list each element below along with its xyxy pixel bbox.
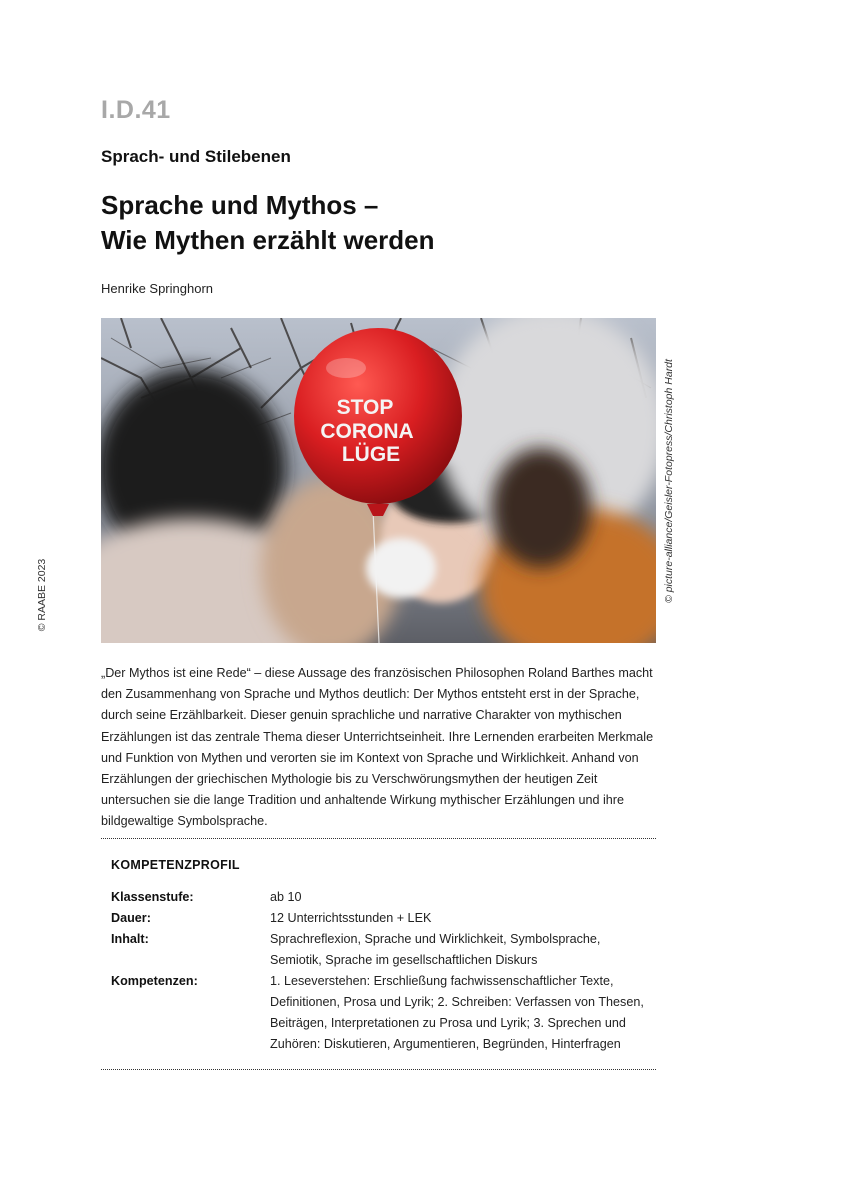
intro-paragraph xyxy=(101,663,661,833)
balloon-text-1: STOP xyxy=(336,396,394,419)
unit-code: I.D.41 xyxy=(101,96,171,124)
kp-row-inhalt xyxy=(111,929,651,971)
kp-value: Sprachreflexion, Sprache und Wirklichkeit, Symbolsprache, Semiotik, Sprache im gesellschaftlichen Diskurs xyxy=(270,932,601,967)
divider-bottom xyxy=(101,1069,656,1070)
kp-value: 12 Unterrichtsstunden + LEK xyxy=(270,911,432,925)
kp-row-dauer xyxy=(111,908,651,929)
title-line-2: Wie Mythen erzählt werden xyxy=(101,225,435,255)
kp-row-kompetenzen xyxy=(111,971,651,1055)
kompetenzprofil-table xyxy=(111,887,651,1055)
copyright-text: © RAABE 2023 xyxy=(36,558,48,632)
kp-label: Kompetenzen: xyxy=(111,974,198,988)
photo-credit-text: © picture-alliance/Geisler-Fotopress/Christoph Hardt xyxy=(663,358,675,603)
divider-top xyxy=(101,838,656,839)
balloon-text-3: LÜGE xyxy=(341,443,401,466)
kp-label: Inhalt: xyxy=(111,932,149,946)
category-heading: Sprach- und Stilebenen xyxy=(101,147,291,166)
kp-value: ab 10 xyxy=(270,890,302,904)
photo-credit xyxy=(656,318,682,643)
balloon-text-2: CORONA xyxy=(320,420,414,443)
cover-photo xyxy=(101,318,656,643)
photo-illustration xyxy=(101,318,656,643)
author-name: Henrike Springhorn xyxy=(101,281,214,296)
kp-value: 1. Leseverstehen: Erschließung fachwissenschaftlicher Texte, Definitionen, Prosa und Lyrik; 2. Schreiben: Verfassen von Thesen, Beiträgen, Interpretationen zu Prosa und Lyrik; 3. Sprechen und Zuhören: Diskutieren, Argumentieren, Begründen, Hinterfragen xyxy=(270,974,644,1051)
kp-label: Dauer: xyxy=(111,911,151,925)
side-copyright xyxy=(30,540,54,650)
kp-row-klassenstufe xyxy=(111,887,651,908)
page-title xyxy=(101,188,661,258)
kompetenzprofil-heading: KOMPETENZPROFIL xyxy=(111,858,240,872)
intro-text: „Der Mythos ist eine Rede“ – diese Aussage des französischen Philosophen Roland Barthes macht den Zusammenhang von Sprache und Mythos deutlich: Der Mythos entsteht erst in der Sprache, durch seine Erzählbarkeit. Dieser genuin sprachliche und narrative Charakter von mythischen Erzählungen ist das zentrale Thema dieser Unterrichtseinheit. Ihre Lernenden erarbeiten Merkmale und Funktion von Mythen und verorten sie im Kontext von Sprache und Wirklichkeit. Anhand von Erzählungen der griechischen Mythologie bis zu Verschwörungsmythen der heutigen Zeit untersuchen sie die lange Tradition und anhaltende Wirkung mythischer Erzählungen und ihre bildgewaltige Symbolsprache. xyxy=(101,666,654,829)
kp-label: Klassenstufe: xyxy=(111,890,194,904)
title-line-1: Sprache und Mythos – xyxy=(101,190,379,220)
